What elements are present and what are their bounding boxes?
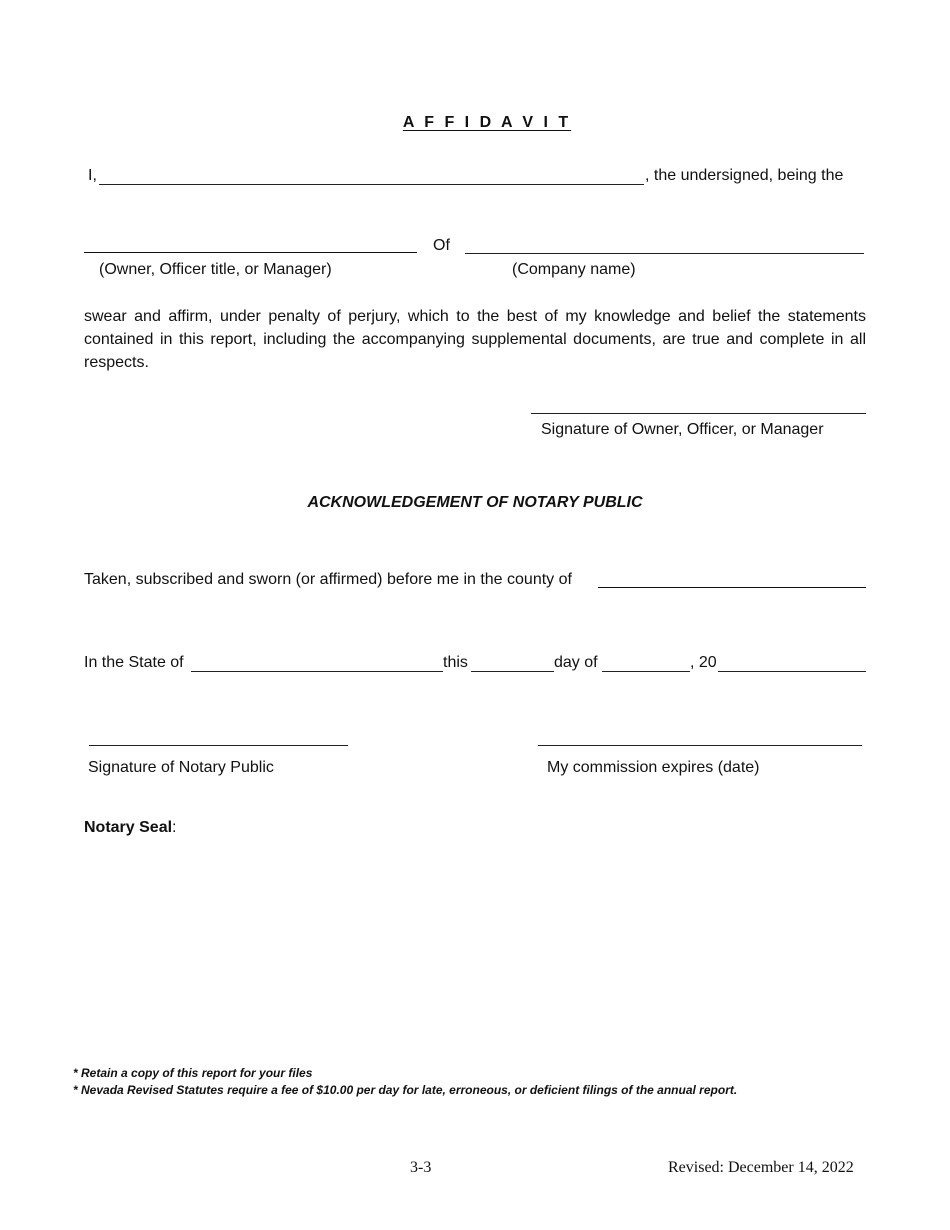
page-number: 3-3 — [410, 1159, 432, 1176]
affirmation-statement: swear and affirm, under penalty of perjury, which to the best of my knowledge and belief the statements contained in this report, including the accompanying supplemental documents, are true and complete in all respects. — [84, 308, 866, 371]
owner-signature-caption: Signature of Owner, Officer, or Manager — [541, 421, 824, 438]
state-field[interactable] — [191, 671, 443, 672]
county-field[interactable] — [598, 587, 866, 588]
day-field[interactable] — [471, 671, 554, 672]
day-of-label: day of — [554, 654, 598, 671]
notary-signature-caption: Signature of Notary Public — [88, 759, 274, 776]
company-name-caption: (Company name) — [512, 261, 636, 278]
county-text: Taken, subscribed and sworn (or affirmed) before me in the county of — [84, 571, 572, 588]
affidavit-title: A F F I D A V I T — [402, 114, 572, 131]
month-field[interactable] — [602, 671, 690, 672]
year-field[interactable] — [718, 671, 866, 672]
company-name-field[interactable] — [465, 253, 864, 254]
footnote-late-fee: * Nevada Revised Statutes require a fee of $10.00 per day for late, erroneous, or deficient filings of the annual report. — [73, 1083, 738, 1097]
notary-heading: ACKNOWLEDGEMENT OF NOTARY PUBLIC — [307, 494, 643, 511]
affiant-name-field[interactable] — [99, 184, 644, 185]
this-label: this — [443, 654, 468, 671]
owner-title-field[interactable] — [84, 252, 417, 253]
notary-signature-field[interactable] — [89, 745, 348, 746]
commission-caption: My commission expires (date) — [547, 759, 760, 776]
affiant-suffix: , the undersigned, being the — [645, 167, 844, 184]
year-prefix: , 20 — [690, 654, 717, 671]
commission-date-field[interactable] — [538, 745, 862, 746]
of-label: Of — [433, 237, 450, 254]
affiant-prefix: I, — [88, 167, 97, 184]
state-label: In the State of — [84, 654, 184, 671]
notary-seal-label-text: Notary Seal — [84, 819, 173, 836]
footnote-retain-copy: * Retain a copy of this report for your files — [73, 1066, 313, 1080]
notary-seal-label — [84, 818, 177, 838]
notary-seal-colon: : — [172, 819, 177, 836]
revised-date: Revised: December 14, 2022 — [668, 1159, 854, 1176]
owner-signature-field[interactable] — [531, 413, 866, 414]
owner-title-caption: (Owner, Officer title, or Manager) — [99, 261, 332, 278]
